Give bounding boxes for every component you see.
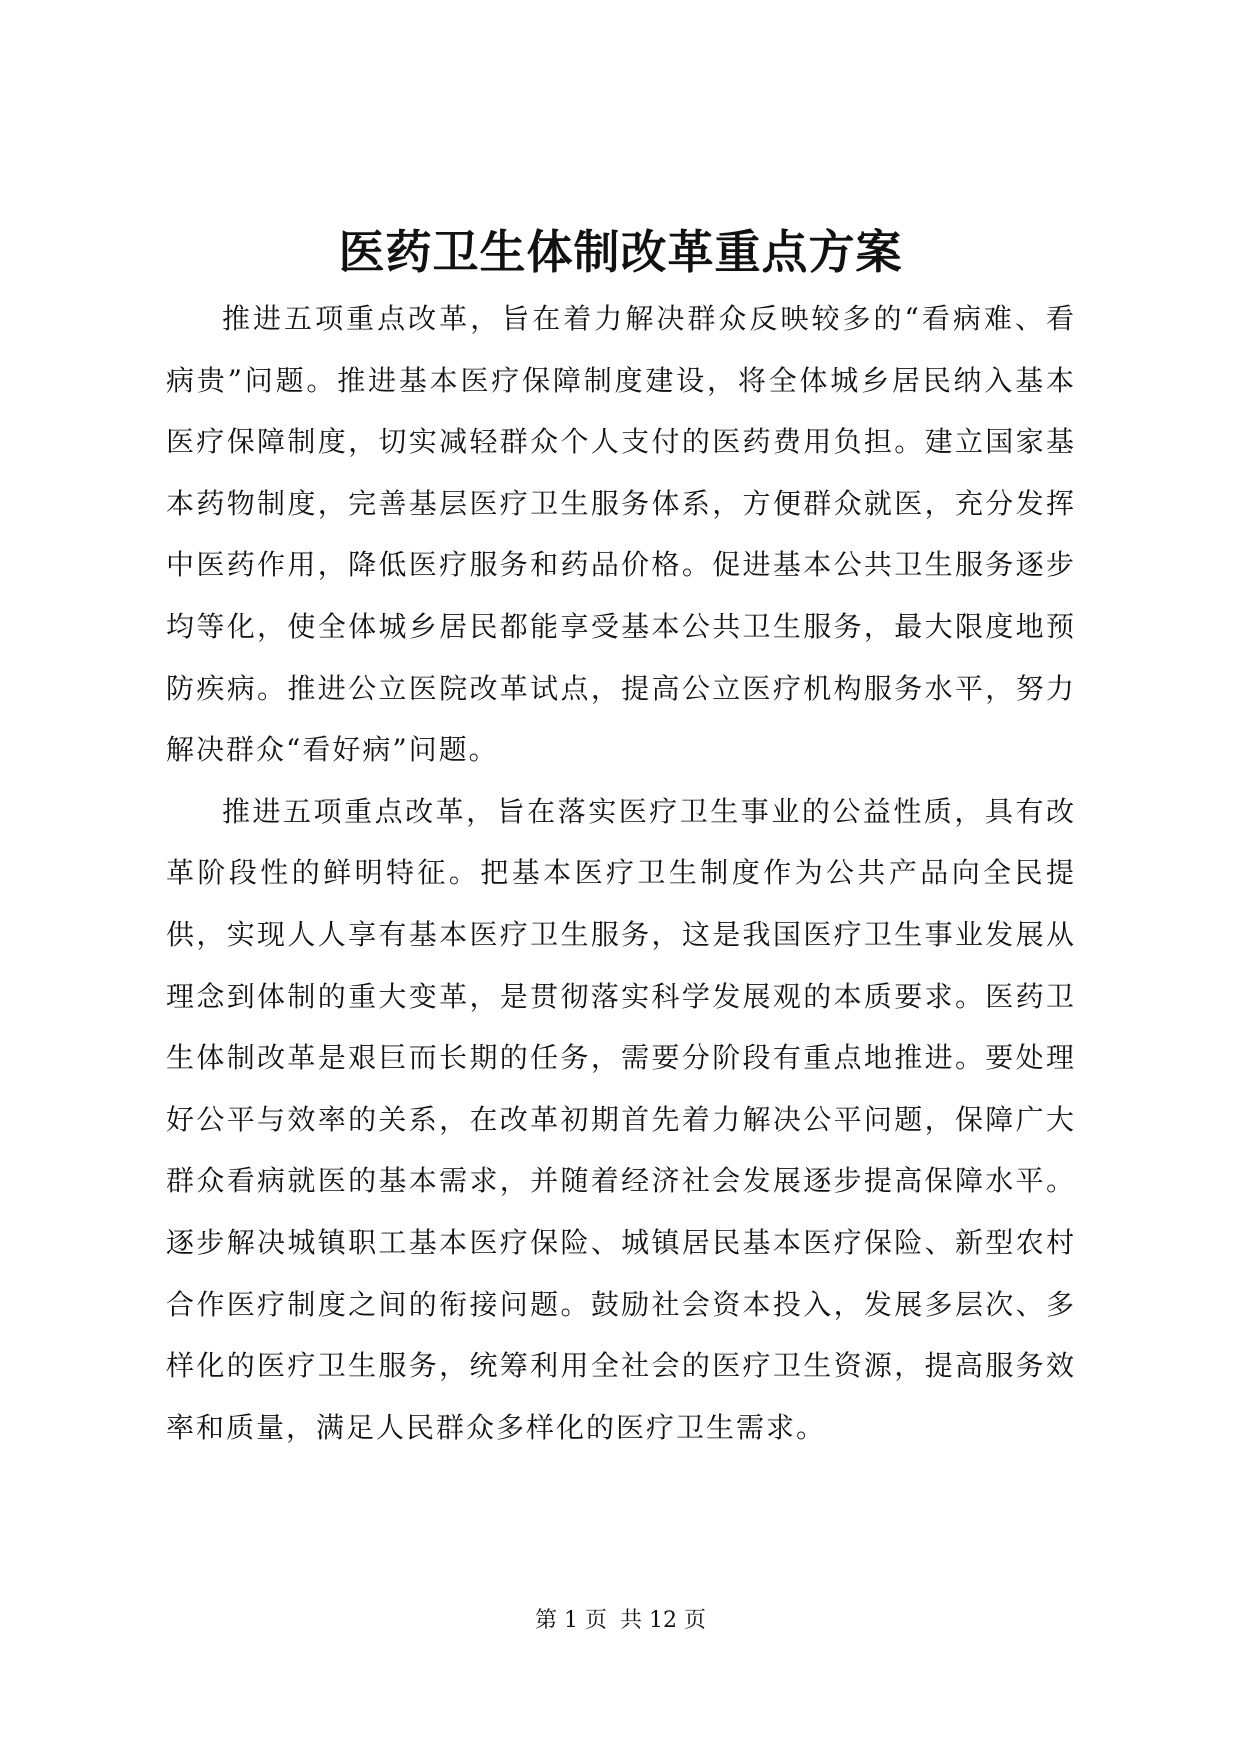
page-footer (0, 1606, 1241, 1636)
page-total: 共 12 页 (620, 1608, 706, 1633)
paragraph-2: 推进五项重点改革，旨在落实医疗卫生事业的公益性质，具有改革阶段性的鲜明特征。把基本医疗卫生制度作为公共产品向全民提供，实现人人享有基本医疗卫生服务，这是我国医疗卫生事业发展从理念到体制的重大变革，是贯彻落实科学发展观的本质要求。医药卫生体制改革是艰巨而长期的任务，需要分阶段有重点地推进。要处理好公平与效率的关系，在改革初期首先着力解决公平问题，保障广大群众看病就医的基本需求，并随着经济社会发展逐步提高保障水平。逐步解决城镇职工基本医疗保险、城镇居民基本医疗保险、新型农村合作医疗制度之间的衔接问题。鼓励社会资本投入，发展多层次、多样化的医疗卫生服务，统筹利用全社会的医疗卫生资源，提高服务效率和质量，满足人民群众多样化的医疗卫生需求。 (166, 794, 1076, 1444)
document-body (166, 288, 1076, 1458)
page-number: 第 1 页 (535, 1608, 607, 1633)
document-title: 医药卫生体制改革重点方案 (338, 225, 903, 279)
paragraph-1: 推进五项重点改革，旨在着力解决群众反映较多的“看病难、看病贵”问题。推进基本医疗保障制度建设，将全体城乡居民纳入基本医疗保障制度，切实减轻群众个人支付的医药费用负担。建立国家基本药物制度，完善基层医疗卫生服务体系，方便群众就医，充分发挥中医药作用，降低医疗服务和药品价格。促进基本公共卫生服务逐步均等化，使全体城乡居民都能享受基本公共卫生服务，最大限度地预防疾病。推进公立医院改革试点，提高公立医疗机构服务水平，努力解决群众“看好病”问题。 (166, 302, 1076, 767)
